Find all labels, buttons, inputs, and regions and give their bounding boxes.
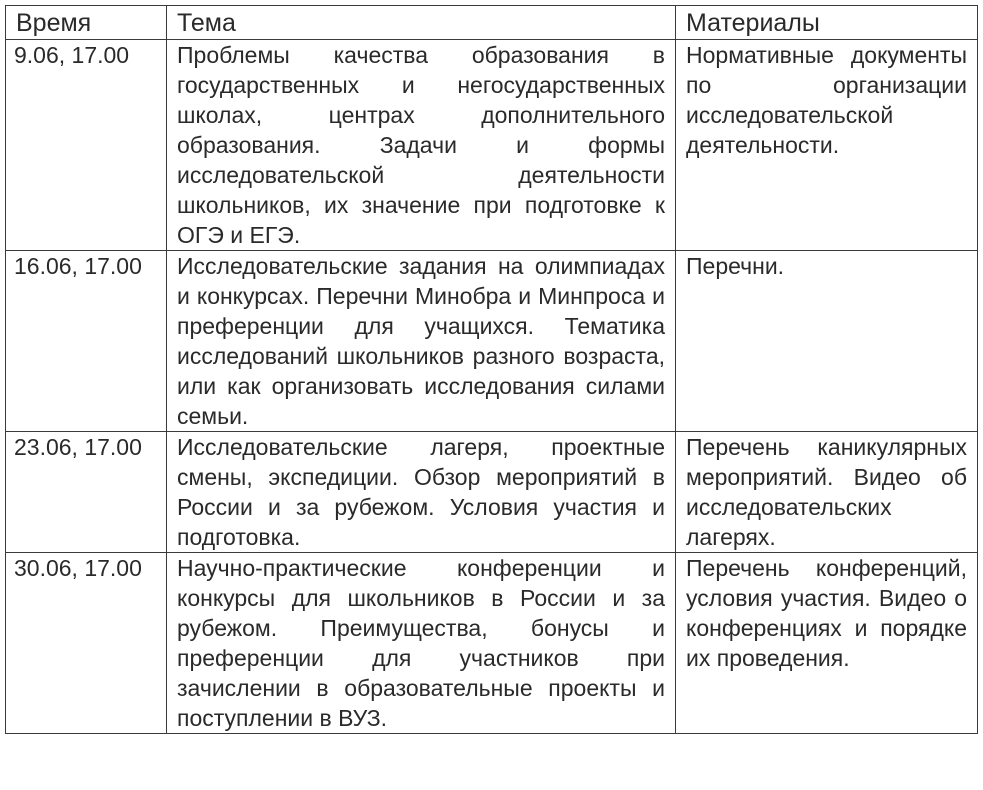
row-materials: Перечни. xyxy=(676,251,978,432)
row-materials: Нормативные документы по организации исследовательской деятельности. xyxy=(676,40,978,251)
schedule-document xyxy=(5,5,977,734)
row-time: 9.06, 17.00 xyxy=(6,40,167,251)
row-topic: Исследовательские задания на олимпиадах и конкурсах. Перечни Минобра и Минпроса и преференции для учащихся. Тематика исследований школьников разного возраста, или как организовать исследования силами семьи. xyxy=(167,251,676,432)
table-row xyxy=(6,432,978,553)
row-time: 16.06, 17.00 xyxy=(6,251,167,432)
table-row xyxy=(6,553,978,734)
header-row xyxy=(6,6,978,40)
schedule-table xyxy=(5,5,978,734)
row-time: 23.06, 17.00 xyxy=(6,432,167,553)
table-row xyxy=(6,251,978,432)
row-topic: Проблемы качества образования в государственных и негосударственных школах, центрах дополнительного образования. Задачи и формы исследовательской деятельности школьников, их значение при подготовке к ОГЭ и ЕГЭ. xyxy=(167,40,676,251)
row-materials: Перечень конференций, условия участия. Видео о конференциях и порядке их проведения. xyxy=(676,553,978,734)
header-topic: Тема xyxy=(167,6,676,40)
header-time: Время xyxy=(6,6,167,40)
row-materials: Перечень каникулярных мероприятий. Видео об исследовательских лагерях. xyxy=(676,432,978,553)
row-topic: Исследовательские лагеря, проектные смены, экспедиции. Обзор мероприятий в России и за рубежом. Условия участия и подготовка. xyxy=(167,432,676,553)
row-topic: Научно-практические конференции и конкурсы для школьников в России и за рубежом. Преимущества, бонусы и преференции для участников при зачислении в образовательные проекты и поступлении в ВУЗ. xyxy=(167,553,676,734)
table-row xyxy=(6,40,978,251)
header-materials: Материалы xyxy=(676,6,978,40)
row-time: 30.06, 17.00 xyxy=(6,553,167,734)
